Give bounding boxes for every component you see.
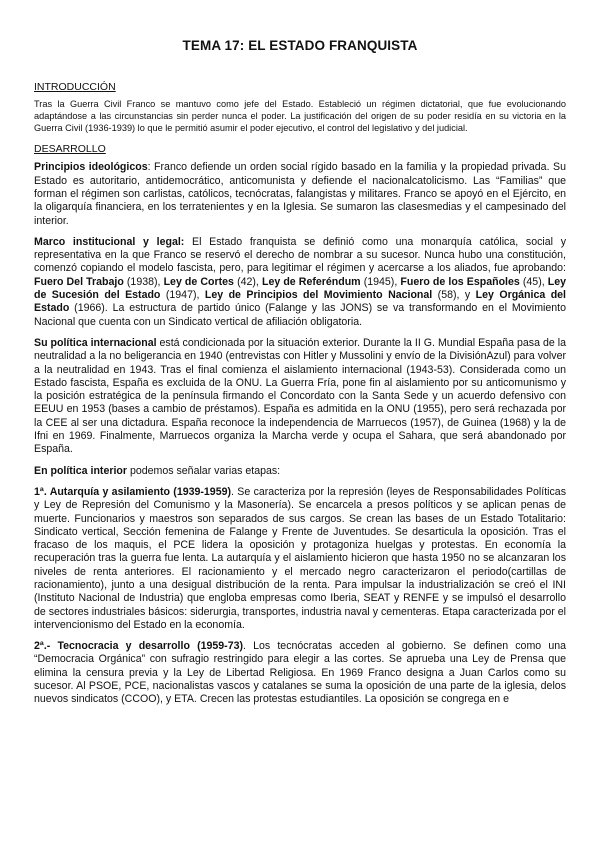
etapa1-label: 1ª. Autarquía y asilamiento (1939-1959) xyxy=(34,485,232,498)
marco-text: (1945), xyxy=(360,275,401,288)
internacional-label: Su política internacional xyxy=(34,336,157,349)
desarrollo-heading: DESARROLLO xyxy=(34,143,106,156)
marco-text: El Estado franquista se definió como una monarquía católica, social y representativa en la que Franco se reservó el derecho de nombrar a su sucesor. Nunca hubo una constitución, comenzó copiando el modelo fascista, pero, para legitimar el régimen y acercarse a los aliados, fue aprobando: xyxy=(34,235,566,275)
marco-text: (1938), xyxy=(123,275,164,288)
etapa1-paragraph xyxy=(34,486,566,632)
document-page xyxy=(34,38,566,715)
law-ley-cortes: Ley de Cortes xyxy=(163,275,234,288)
principios-label: Principios ideológicos xyxy=(34,161,148,174)
marco-text: (1947), xyxy=(160,289,205,302)
internacional-paragraph xyxy=(34,337,566,457)
law-ley-sucesion: Ley de Sucesión del Estado xyxy=(34,275,567,302)
marco-text: (1966). La estructura de partido único (Falange y las JONS) se va transformando en el Movimiento Nacional que cuenta con un Sindicato vertical de afiliación obligatoria. xyxy=(34,302,566,328)
document-title: TEMA 17: EL ESTADO FRANQUISTA xyxy=(182,38,418,53)
interior-text: podemos señalar varias etapas: xyxy=(127,464,281,477)
interior-paragraph xyxy=(34,465,566,478)
marco-text: (58), y xyxy=(432,289,476,302)
law-organica-estado: Ley Orgánica del Estado xyxy=(34,289,567,315)
interior-label: En política interior xyxy=(34,464,128,477)
internacional-text: está condicionada por la situación exterior. Durante la II G. Mundial España pasa de la neutralidad a la no beligerancia en 1940 (entrevistas con Hitler y Mussolini y envío de la DivisiónAzul) para volver a la neutralidad en 1943. Tras el final comienza el aislamiento internacional (1943-53). Considerada como un Estado fascista, España es excluida de la ONU. La Guerra Fría, pone fin al aislamiento por su anticomunismo y la posición estratégica de la península firmando el Concordato con la Santa Sede y un acuerdo defensivo con EEUU en 1953 (bases a cambio de préstamos). España es admitida en la ONU (1955), pero será rechazada por la CEE al ser una dictadura. España reconoce la independencia de Marruecos (1957), de Guinea (1968) y la de Ifni en 1969. Finalmente, Marruecos organiza la Marcha verde y ocupa el Sahara, que será abandonado por España. xyxy=(34,336,566,456)
etapa2-paragraph xyxy=(34,640,566,706)
law-ley-referendum: Ley de Referéndum xyxy=(261,275,361,288)
intro-paragraph: Tras la Guerra Civil Franco se mantuvo como jefe del Estado. Estableció un régimen dictatorial, que fue evolucionando adaptándose a las circunstancias sin perder nunca el poder. La justificación del origen de su poder residía en su victoria en la Guerra Civil (1936-1939) lo que le permitió asumir el poder ejecutivo, el control del legislativo y del judicial. xyxy=(34,99,566,133)
etapa2-text: . Los tecnócratas acceden al gobierno. Se definen como una “Democracia Orgánica” con sufragio restringido para elegir a las cortes. Se aprueba una Ley de Prensa que elimina la censura previa y la Ley de Libertad Religiosa. En 1969 Franco designa a Juan Carlos como su sucesor. Al PSOE, PCE, nacionalistas vascos y catalanes se suma la oposición de una parte de la iglesia, delos nuevos sindicatos (CCOO), y ETA. Crecen las protestas estudiantiles. La oposición se congrega en e xyxy=(34,640,566,706)
marco-paragraph xyxy=(34,236,566,329)
law-fuero-espanoles: Fuero de los Españoles xyxy=(400,275,520,288)
marco-label: Marco institucional y legal: xyxy=(34,235,185,248)
law-principios-movimiento: Ley de Principios del Movimiento Nacional xyxy=(204,289,433,302)
principios-text: : Franco defiende un orden social rígido basado en la familia y la propiedad privada. Su Estado es autoritario, antidemocrático, anticomunista y defiende el nacionalcatolicismo. Las “Familias” que forman el régimen son carlistas, católicos, tecnócratas, falangistas y militares. Franco se apoyó en el Ejército, en la oligarquía financiera, en los terratenientes y en la Iglesia. Se sumaron las clasesmedias y el campesinado del interior. xyxy=(34,161,566,227)
etapa2-label: 2ª.- Tecnocracia y desarrollo (1959-73) xyxy=(34,640,244,653)
intro-heading: INTRODUCCIÓN xyxy=(34,81,116,93)
law-fuero-trabajo: Fuero Del Trabajo xyxy=(34,275,124,288)
etapa1-text: . Se caracteriza por la represión (leyes de Responsabilidades Políticas y Ley de Represión del Comunismo y la Masonería). Se encarcela a presos políticos y se aplican penas de muerte. Funcionarios y maestros son separados de sus cargos. Se crean las bases de un Estado Totalitario: Sindicato vertical, Sección femenina de Falange y Frente de Juventudes. Se desarticula la oposición. Tras el fracaso de los maquis, el PCE lidera la oposición y protagoniza huelgas y protestas. En economía la recuperación tras la guerra fue lenta. La autarquía y el aislamiento hicieron que hasta 1950 no se alcanzaran los niveles de renta anteriores. El racionamiento y el mercado negro caracterizaron el periodo(cartillas de racionamiento), junto a una desigual distribución de la renta. Para impulsar la industrialización se creó el INI (Instituto Nacional de Industria) que engloba empresas como Iberia, SEAT y RENFE y se impulsó el desarrollo de sectores industriales básicos: siderurgia, transportes, industria naval y cementeras. Etapa caracterizada por el intervencionismo del Estado en la economía. xyxy=(34,485,566,631)
marco-text: (42), xyxy=(233,275,262,288)
marco-text: (45), xyxy=(519,275,548,288)
principios-paragraph xyxy=(34,161,566,227)
